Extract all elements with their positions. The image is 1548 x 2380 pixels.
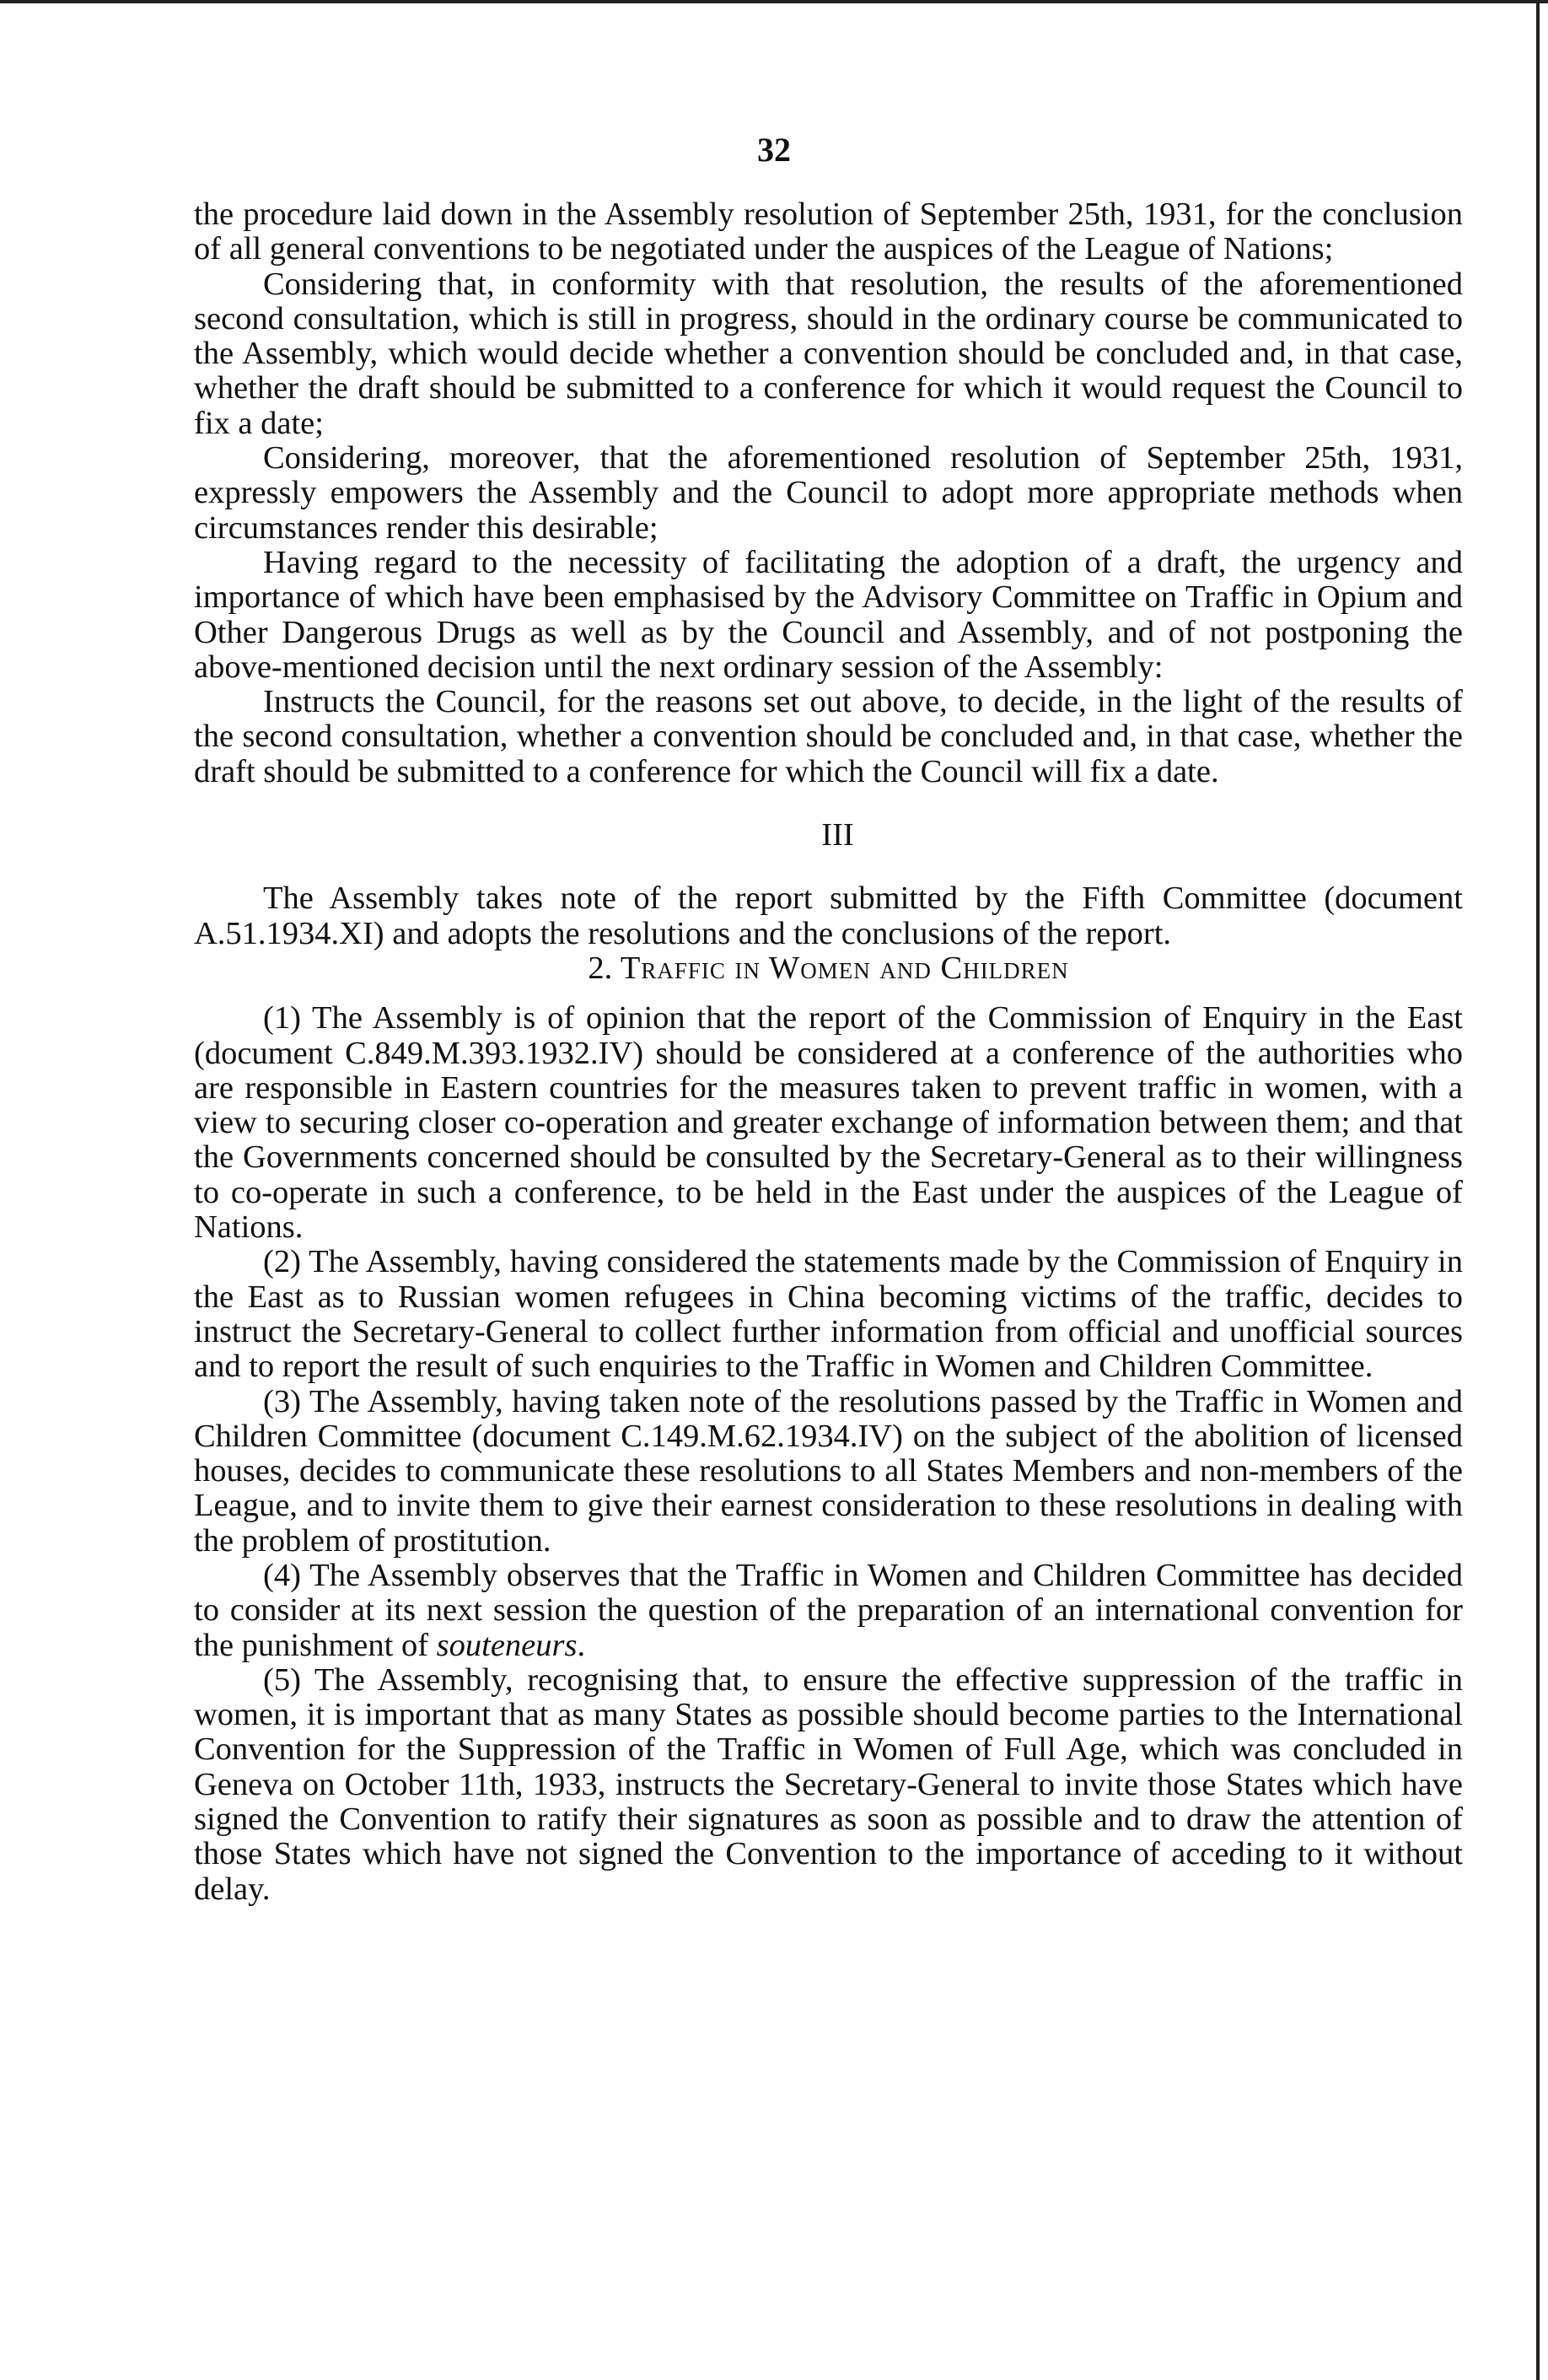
paragraph-fifth-committee: The Assembly takes note of the report submitted by the Fifth Committee (document A.51.1934.XI) and adopts the resolutions and the conclusions of the report. [194, 880, 1463, 951]
section-heading [194, 951, 1463, 986]
paragraph-having-regard: Having regard to the necessity of facilitating the adoption of a draft, the urgency and importance of which have been emphasised by the Advisory Committee on Traffic in Opium and Other Dangerous Drugs as well as by the Council and Assembly, and of not postponing the above-mentioned decision until the next ordinary session of the Assembly: [194, 544, 1463, 685]
page-number: 32 [757, 131, 791, 169]
resolution-4: (4) The Assembly observes that the Traffic in Women and Children Committee has decided to consider at its next session the question of the preparation of an international convention for the punishment of souteneurs. [194, 1557, 1463, 1663]
resolution-1: (1) The Assembly is of opinion that the report of the Commission of Enquiry in the East (document C.849.M.393.1932.IV) should be considered at a conference of the authorities who are responsible in Eastern countries for the measures taken to prevent traffic in women, with a view to securing closer co-operation and greater exchange of information between them; and that the Governments concerned should be consulted by the Secretary-General as to their willingness to co-operate in such a conference, to be held in the East under the auspices of the League of Nations. [194, 1000, 1463, 1246]
document-body [194, 197, 1463, 1907]
paragraph-continuation: the procedure laid down in the Assembly resolution of September 25th, 1931, for the conclusion of all general conventions to be negotiated under the auspices of the League of Nations; [194, 197, 1463, 267]
italic-term: souteneurs [436, 1627, 578, 1663]
resolution-5: (5) The Assembly, recognising that, to ensure the effective suppression of the traffic in women, it is important that as many States as possible should become parties to the International Convention for the Suppression of the Traffic in Women of Full Age, which was concluded in Geneva on October 11th, 1933, instructs the Secretary-General to invite those States which have signed the Convention to ratify their signatures as soon as possible and to draw the attention of those States which have not signed the Convention to the importance of acceding to it without delay. [194, 1661, 1463, 1907]
section-numeral: III [821, 817, 854, 853]
right-edge-rule [1536, 0, 1540, 2380]
paragraph-considering-conformity: Considering that, in conformity with that resolution, the results of the aforementioned second consultation, which is still in progress, should in the ordinary course be communicated to the Assembly, which would decide whether a convention should be concluded and, in that case, whether the draft should be submitted to a conference for which it would request the Council to fix a date; [194, 266, 1463, 441]
resolution-3: (3) The Assembly, having taken note of the resolutions passed by the Traffic in Women and Children Committee (document C.149.M.62.1934.IV) on the subject of the abolition of licensed houses, decides to communicate these resolutions to all States Members and non-members of the League, and to invite them to give their earnest consideration to these resolutions in dealing with the problem of prostitution. [194, 1383, 1463, 1559]
top-edge-rule [0, 0, 1548, 3]
resolution-2: (2) The Assembly, having considered the statements made by the Commission of Enquiry in the East as to Russian women refugees in China becoming victims of the traffic, decides to instruct the Secretary-General to collect further information from official and unofficial sources and to report the result of such enquiries to the Traffic in Women and Children Committee. [194, 1244, 1463, 1385]
heading-number: 2. [588, 950, 613, 986]
heading-title: Traffic in Women and Children [620, 950, 1069, 986]
paragraph-instructs-council: Instructs the Council, for the reasons set out above, to decide, in the light of the results of the second consultation, whether a convention should be concluded and, in that case, whether the draft should be submitted to a conference for which the Council will fix a date. [194, 684, 1463, 789]
paragraph-considering-moreover: Considering, moreover, that the aforementioned resolution of September 25th, 1931, expressly empowers the Assembly and the Council to adopt more appropriate methods when circumstances render this desirable; [194, 440, 1463, 546]
